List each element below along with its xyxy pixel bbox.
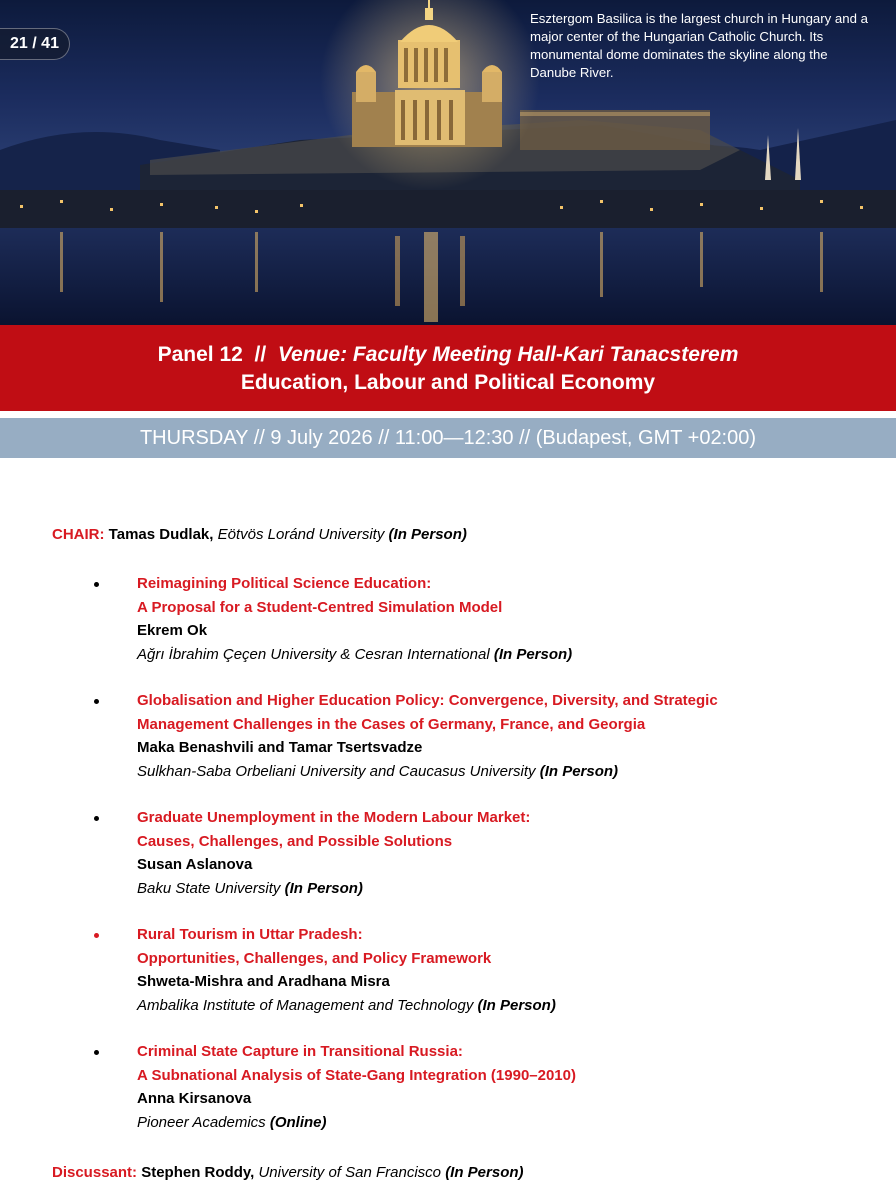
paper-affiliation-line [137, 1111, 896, 1135]
paper-list [0, 572, 896, 1157]
panel-banner [0, 325, 896, 411]
panel-theme: Education, Labour and Political Economy [240, 371, 656, 394]
bullet-icon [94, 816, 99, 821]
chair-name: Tamas Dudlak, [108, 526, 214, 543]
bullet-icon [94, 1050, 99, 1055]
paper-title-line: Globalisation and Higher Education Policy: Convergence, Diversity, and Strategic [137, 692, 718, 709]
paper-affiliation-line [137, 994, 896, 1018]
discussant-line [52, 1164, 524, 1181]
paper-authors: Ekrem Ok [137, 622, 208, 639]
paper-title-line: Reimagining Political Science Education: [137, 575, 432, 592]
paper-affiliation: Ağrı İbrahim Çeçen University & Cesran International [137, 645, 490, 663]
chair-label: CHAIR: [52, 526, 105, 543]
paper-affiliation-line [137, 643, 896, 667]
paper-mode: (In Person) [493, 645, 573, 663]
paper-affiliation-line [137, 877, 896, 901]
panel-heading [0, 342, 896, 368]
paper-authors: Susan Aslanova [137, 856, 253, 873]
paper-mode: (In Person) [284, 879, 363, 897]
paper-title-line: Rural Tourism in Uttar Pradesh: [137, 926, 363, 943]
paper-item [0, 689, 896, 783]
chair-mode: (In Person) [388, 526, 467, 543]
chair-affiliation: Eötvös Loránd University [217, 526, 385, 543]
paper-item [0, 1040, 896, 1134]
paper-title-line: Opportunities, Challenges, and Policy Framework [137, 949, 492, 967]
paper-affiliation: Sulkhan-Saba Orbeliani University and Caucasus University [137, 762, 536, 780]
panel-separator: // [242, 343, 278, 366]
photo-caption: Esztergom Basilica is the largest church in Hungary and a major center of the Hungarian Catholic Church. Its monumental dome dominates the skyline along the Danube River. [530, 11, 868, 80]
bullet-icon [94, 582, 99, 587]
chair-line [52, 526, 467, 543]
discussant-label: Discussant: [52, 1164, 138, 1181]
panel-number: Panel 12 [157, 343, 243, 366]
bullet-icon [94, 933, 99, 938]
discussant-name: Stephen Roddy, [141, 1164, 255, 1181]
paper-affiliation: Baku State University [137, 879, 281, 897]
bullet-icon [94, 699, 99, 704]
paper-title-line: Criminal State Capture in Transitional Russia: [137, 1043, 463, 1060]
paper-item [0, 572, 896, 666]
paper-title-line: Management Challenges in the Cases of Germany, France, and Georgia [137, 715, 646, 733]
paper-title-line: Causes, Challenges, and Possible Solutions [137, 832, 453, 850]
discussant-mode: (In Person) [445, 1164, 524, 1181]
paper-title-line: Graduate Unemployment in the Modern Labour Market: [137, 809, 531, 826]
paper-authors: Anna Kirsanova [137, 1090, 252, 1107]
paper-mode: (Online) [269, 1113, 327, 1131]
schedule-strip: THURSDAY // 9 July 2026 // 11:00—12:30 // (Budapest, GMT +02:00) [0, 418, 896, 458]
paper-affiliation: Ambalika Institute of Management and Technology [137, 996, 474, 1014]
paper-affiliation: Pioneer Academics [137, 1113, 266, 1131]
paper-authors: Shweta-Mishra and Aradhana Misra [137, 973, 390, 990]
page-counter: 21 / 41 [0, 28, 70, 60]
discussant-affiliation: University of San Francisco [258, 1164, 442, 1181]
panel-venue: Venue: Faculty Meeting Hall-Kari Tanacsterem [277, 343, 739, 366]
paper-title-line: A Subnational Analysis of State-Gang Integration (1990–2010) [137, 1066, 576, 1084]
paper-mode: (In Person) [539, 762, 619, 780]
paper-affiliation-line [137, 760, 896, 784]
hero-photo [0, 0, 896, 325]
paper-title-line: A Proposal for a Student-Centred Simulation Model [137, 598, 503, 616]
paper-item [0, 806, 896, 900]
paper-mode: (In Person) [477, 996, 556, 1014]
paper-item [0, 923, 896, 1017]
paper-authors: Maka Benashvili and Tamar Tsertsvadze [137, 739, 423, 756]
